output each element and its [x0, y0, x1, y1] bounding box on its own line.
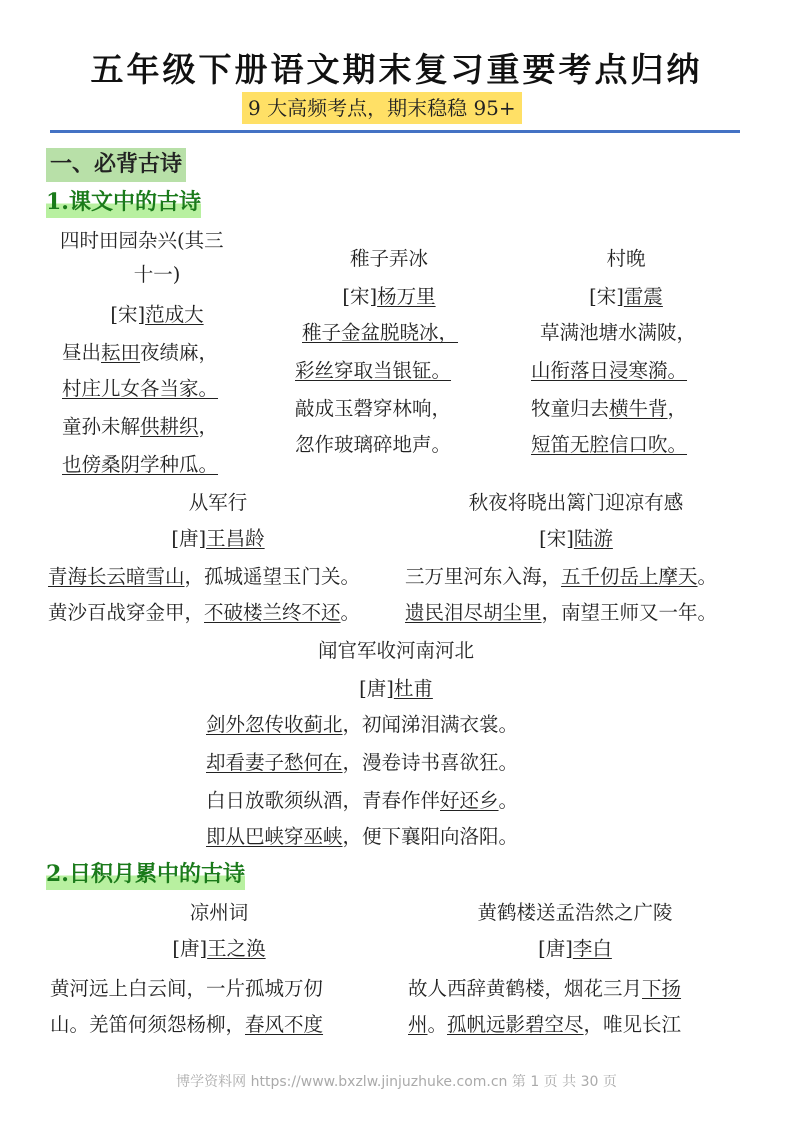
poem-title-liangzhouci: 凉州词 [189, 901, 249, 924]
poem-line-liangzhouci-2: 山。羌笛何须怨杨柳，春风不度 [50, 1013, 324, 1036]
poem-author-wang-changling: [唐]王昌龄 [171, 527, 265, 550]
poem-author-lu-you: [宋]陆游 [539, 527, 613, 550]
poem-line: 白日放歌须纵酒，青春作伴好还乡。 [206, 789, 519, 812]
poem-line-congjunxing-1: 青海长云暗雪山，孤城遥望玉门关。 [48, 565, 361, 588]
poem-author: [宋]范成大 [110, 303, 204, 326]
page-subtitle: 9 大高频考点，期末稳稳 95+ [242, 92, 522, 124]
subsection-heading-textbook-poems: 1.课文中的古诗 [46, 186, 201, 218]
poem-line-liangzhouci-1: 黄河远上白云间，一片孤城万仞 [50, 977, 324, 1000]
poem-title-congjunxing: 从军行 [188, 491, 248, 514]
poem-title: 四时田园杂兴(其三 [60, 229, 224, 252]
poem-line: 也傍桑阴学种瓜。 [62, 453, 219, 476]
page-title: 五年级下册语文期末复习重要考点归纳 [90, 50, 703, 89]
poem-line: 即从巴峡穿巫峡，便下襄阳向洛阳。 [206, 825, 519, 848]
poem-line: 昼出耘田夜绩麻， [62, 341, 219, 364]
poem-title-cont: 十一) [133, 263, 181, 286]
poem-line-congjunxing-2: 黄沙百战穿金甲，不破楼兰终不还。 [48, 601, 361, 624]
poem-line: 剑外忽传收蓟北，初闻涕泪满衣裳。 [206, 713, 519, 736]
poem-line: 却看妻子愁何在，漫卷诗书喜欲狂。 [206, 751, 519, 774]
poem-title: 村晚 [606, 247, 646, 270]
poem-line-qiuye-1: 三万里河东入海，五千仞岳上摩天。 [405, 565, 718, 588]
poem-line: 山衔落日浸寒漪。 [531, 359, 688, 382]
poem-title: 稚子弄冰 [349, 247, 429, 270]
title-divider [50, 130, 740, 133]
poem-line: 牧童归去横牛背， [531, 397, 688, 420]
poem-line: 敲成玉磬穿林响， [295, 397, 452, 420]
poem-line: 童孙未解供耕织， [62, 415, 219, 438]
poem-line: 稚子金盆脱晓冰， [302, 321, 459, 344]
poem-title: 闻官军收河南河北 [317, 639, 475, 662]
poem-line-qiuye-2: 遗民泪尽胡尘里，南望王师又一年。 [405, 601, 718, 624]
poem-line: 彩丝穿取当银钲。 [295, 359, 452, 382]
poem-line-huanghelou-1: 故人西辞黄鹤楼，烟花三月下扬 [408, 977, 682, 1000]
poem-author-li-bai: [唐]李白 [538, 937, 612, 960]
section-heading-poems: 一、必背古诗 [46, 148, 186, 182]
poem-line-huanghelou-2: 州。孤帆远影碧空尽，唯见长江 [408, 1013, 682, 1036]
poem-author: [唐]杜甫 [359, 677, 433, 700]
poem-title-qiuye: 秋夜将晓出篱门迎凉有感 [468, 491, 684, 514]
poem-line: 村庄儿女各当家。 [62, 377, 219, 400]
poem-line: 短笛无腔信口吹。 [531, 433, 688, 456]
poem-author: [宋]杨万里 [342, 285, 436, 308]
poem-line: 草满池塘水满陂， [540, 321, 697, 344]
poem-line: 忽作玻璃碎地声。 [295, 433, 452, 456]
poem-title-huanghelou: 黄鹤楼送孟浩然之广陵 [477, 901, 673, 924]
subsection-heading-daily-poems: 2.日积月累中的古诗 [46, 858, 245, 890]
page-footer: 博学资料网 https://www.bxzlw.jinjuzhuke.com.cn 第 1 页 共 30 页 [176, 1074, 617, 1090]
poem-author-wang-zhihuan: [唐]王之涣 [172, 937, 266, 960]
poem-author: [宋]雷震 [589, 285, 663, 308]
